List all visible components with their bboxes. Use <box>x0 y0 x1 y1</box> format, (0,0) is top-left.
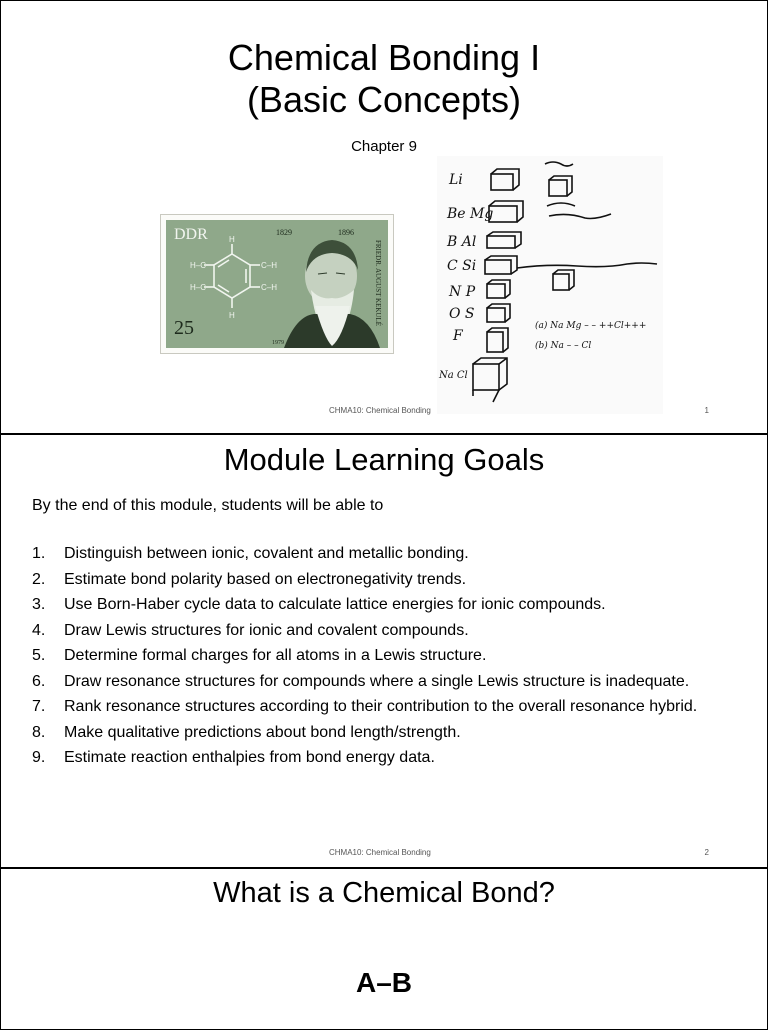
slide-title: Module Learning Goals <box>223 442 545 477</box>
slide-title: What is a Chemical Bond? <box>213 877 555 909</box>
list-item: 5. Determine formal charges for all atoms in a Lewis structure. <box>32 647 487 664</box>
svg-text:Na Cl: Na Cl <box>439 370 468 381</box>
stamp-year-birth: 1829 <box>276 228 292 237</box>
svg-text:B Al: B Al <box>447 234 477 250</box>
intro-text: By the end of this module, students will be able to <box>32 497 384 514</box>
title-line-1: Chemical Bonding I <box>227 37 541 78</box>
stamp-country: DDR <box>174 226 208 243</box>
svg-text:H–C: H–C <box>190 283 207 292</box>
svg-text:H: H <box>229 311 235 320</box>
list-item: 8. Make qualitative predictions about bond length/strength. <box>32 723 461 741</box>
svg-text:C Si: C Si <box>447 258 477 274</box>
stamp-year-death: 1896 <box>338 228 354 237</box>
svg-text:Li: Li <box>449 172 463 188</box>
svg-text:C–H: C–H <box>261 283 278 292</box>
svg-text:H–C: H–C <box>190 261 207 270</box>
page-number: 1 <box>704 406 709 415</box>
handwritten-lattice-sketch <box>437 156 663 414</box>
stamp-value: 25 <box>174 317 194 339</box>
page-number: 2 <box>704 848 709 857</box>
title-line-2: (Basic Concepts) <box>246 79 522 120</box>
svg-text:O S: O S <box>449 306 475 322</box>
slide-3 <box>0 868 768 1030</box>
slide-2 <box>0 434 768 868</box>
svg-text:(a) Na Mg – – ++Cl+++: (a) Na Mg – – ++Cl+++ <box>535 321 647 331</box>
list-item: 6. Draw resonance structures for compounds where a single Lewis structure is inadequate. <box>32 672 690 690</box>
bond-formula: A–B <box>355 967 412 998</box>
slide-subtitle: Chapter 9 <box>351 138 417 155</box>
list-item: 3. Use Born-Haber cycle data to calculate lattice energies for ionic compounds. <box>32 596 606 613</box>
learning-goals-list <box>32 545 732 775</box>
slide-footer: CHMA10: Chemical Bonding <box>329 406 431 415</box>
svg-text:H: H <box>229 235 235 244</box>
svg-text:N P: N P <box>449 284 476 300</box>
list-item: 2. Estimate bond polarity based on electronegativity trends. <box>32 570 467 588</box>
svg-text:(b) Na – – Cl: (b) Na – – Cl <box>535 341 592 351</box>
kekule-stamp-image <box>161 215 393 353</box>
svg-text:C–H: C–H <box>261 261 278 270</box>
svg-text:FRIEDR. AUGUST KEKULÉ: FRIEDR. AUGUST KEKULÉ <box>374 240 382 327</box>
slide-title <box>1 37 767 121</box>
stamp-issue-year: 1979 <box>272 340 284 346</box>
svg-text:Be Mg: Be Mg <box>447 206 494 222</box>
list-item: 7. Rank resonance structures according to their contribution to the overall resonance hybrid. <box>32 698 698 715</box>
slide-footer: CHMA10: Chemical Bonding <box>329 848 431 857</box>
slide-1 <box>0 0 768 434</box>
list-item: 9. Estimate reaction enthalpies from bond energy data. <box>32 749 435 766</box>
list-item: 1. Distinguish between ionic, covalent and metallic bonding. <box>32 545 469 562</box>
svg-text:F: F <box>453 328 463 344</box>
list-item: 4. Draw Lewis structures for ionic and covalent compounds. <box>32 621 469 639</box>
